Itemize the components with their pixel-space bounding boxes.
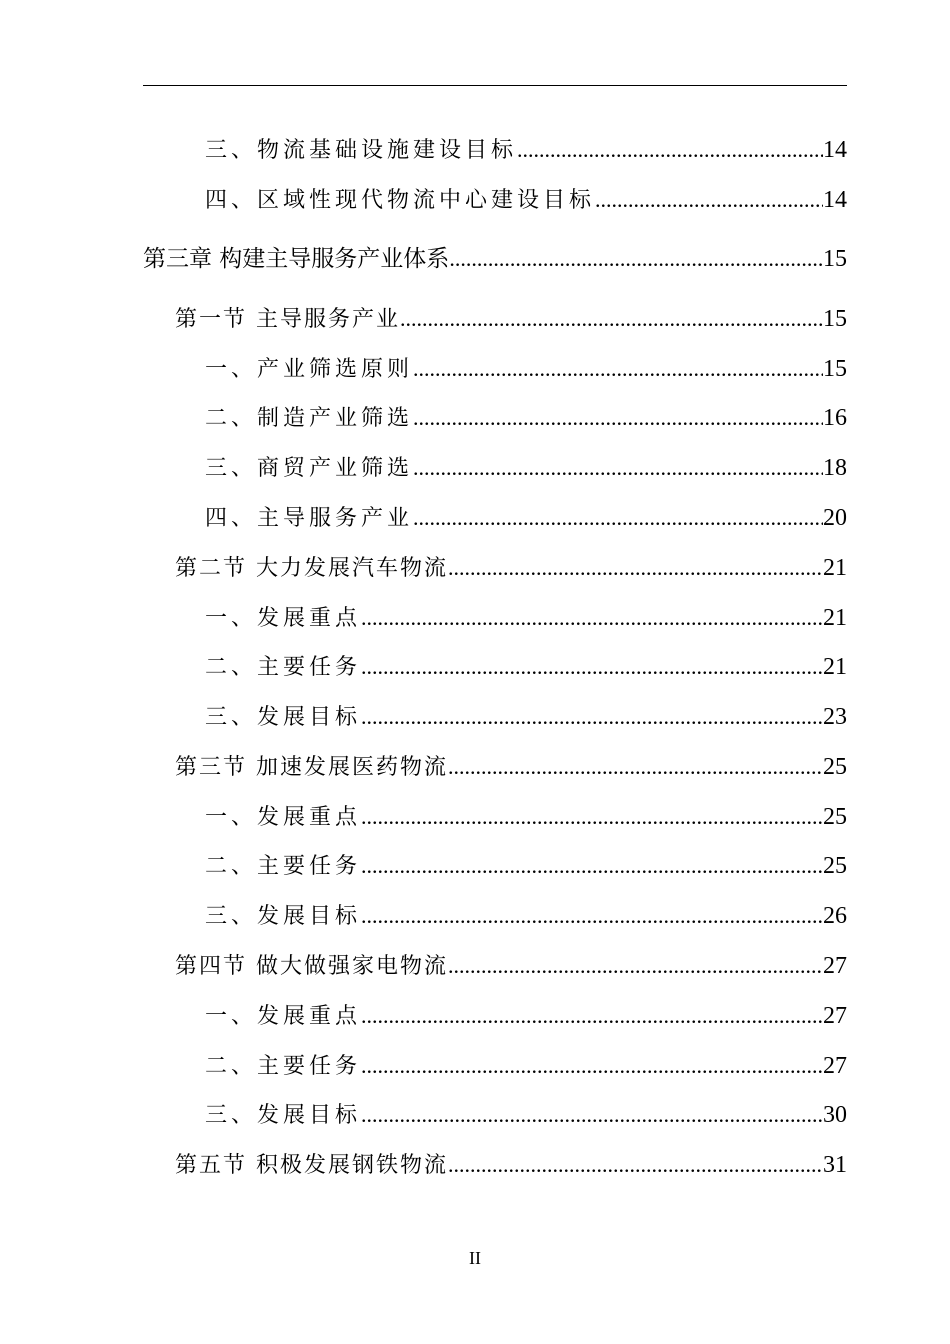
toc-entry-page: 27 <box>823 1053 847 1079</box>
toc-entry-page: 23 <box>823 704 847 730</box>
toc-entry[interactable] <box>205 702 847 733</box>
toc-entry[interactable] <box>205 135 847 166</box>
toc-entry-label: 第三节 加速发展医药物流 <box>175 755 448 780</box>
dot-leader <box>361 1100 823 1130</box>
toc-entry-label: 三、发展目标 <box>205 904 362 929</box>
toc-entry-label: 二、主要任务 <box>205 1054 362 1079</box>
toc-entry-label: 三、物流基础设施建设目标 <box>205 138 518 163</box>
dot-leader <box>361 603 823 633</box>
dot-leader <box>361 702 823 732</box>
dot-leader <box>361 802 823 832</box>
dot-leader <box>448 951 823 981</box>
toc-section-entry[interactable] <box>175 553 847 584</box>
toc-section-entry[interactable] <box>175 1150 847 1181</box>
toc-entry-label: 三、发展目标 <box>205 1103 362 1128</box>
toc-entry-page: 27 <box>823 1003 847 1029</box>
header-rule <box>143 85 847 86</box>
toc-entry-label: 一、发展重点 <box>205 1004 362 1029</box>
toc-entry-label: 三、商贸产业筛选 <box>205 456 414 481</box>
toc-entry-label: 四、主导服务产业 <box>205 506 414 531</box>
toc-entry[interactable] <box>205 1051 847 1082</box>
toc-entry-label: 二、主要任务 <box>205 854 362 879</box>
dot-leader <box>517 135 823 165</box>
toc-entry[interactable] <box>205 1100 847 1131</box>
dot-leader <box>361 851 823 881</box>
toc-entry-page: 21 <box>823 605 847 631</box>
toc-entry[interactable] <box>205 652 847 683</box>
toc-entry-label: 三、发展目标 <box>205 705 362 730</box>
toc-entry-label: 第五节 积极发展钢铁物流 <box>175 1153 448 1178</box>
toc-entry-label: 一、产业筛选原则 <box>205 357 414 382</box>
toc-entry-page: 31 <box>823 1152 847 1178</box>
dot-leader <box>361 1001 823 1031</box>
toc-entry-label: 一、发展重点 <box>205 606 362 631</box>
toc-entry-page: 20 <box>823 505 847 531</box>
toc-entry-page: 25 <box>823 804 847 830</box>
dot-leader <box>449 244 823 274</box>
toc-section-entry[interactable] <box>175 752 847 783</box>
dot-leader <box>448 1150 823 1180</box>
toc-entry[interactable] <box>205 354 847 385</box>
dot-leader <box>448 553 823 583</box>
toc-entry[interactable] <box>205 1001 847 1032</box>
toc-entry[interactable] <box>205 901 847 932</box>
dot-leader <box>413 503 823 533</box>
toc-entry-page: 14 <box>823 137 847 163</box>
dot-leader <box>361 901 823 931</box>
toc-entry-label: 第四节 做大做强家电物流 <box>175 954 448 979</box>
toc-entry-label: 二、制造产业筛选 <box>205 406 414 431</box>
toc-section-entry[interactable] <box>175 304 847 335</box>
toc-entry-page: 27 <box>823 953 847 979</box>
toc-entry-page: 15 <box>823 306 847 332</box>
toc-chapter-entry[interactable] <box>143 244 847 274</box>
toc-entry-page: 25 <box>823 853 847 879</box>
toc-entry[interactable] <box>205 503 847 534</box>
toc-entry-page: 14 <box>823 187 847 213</box>
dot-leader <box>400 304 823 334</box>
toc-entry[interactable] <box>205 802 847 833</box>
toc-section-entry[interactable] <box>175 951 847 982</box>
toc-entry-label: 二、主要任务 <box>205 655 362 680</box>
dot-leader <box>448 752 823 782</box>
toc-entry-page: 15 <box>823 246 847 272</box>
toc-entry[interactable] <box>205 453 847 484</box>
toc-entry[interactable] <box>205 603 847 634</box>
dot-leader <box>413 403 823 433</box>
toc-entry-label: 第一节 主导服务产业 <box>175 307 400 332</box>
toc-entry-label: 四、区域性现代物流中心建设目标 <box>205 188 596 213</box>
toc-entry-page: 30 <box>823 1102 847 1128</box>
toc-entry-page: 18 <box>823 455 847 481</box>
toc-entry-label: 第二节 大力发展汽车物流 <box>175 556 448 581</box>
dot-leader <box>413 453 823 483</box>
toc-entry-label: 第三章 构建主导服务产业体系 <box>143 246 450 272</box>
toc-entry-page: 25 <box>823 754 847 780</box>
page-number: II <box>469 1248 481 1268</box>
toc-entry[interactable] <box>205 185 847 216</box>
dot-leader <box>361 1051 823 1081</box>
dot-leader <box>595 185 823 215</box>
toc-entry-page: 21 <box>823 654 847 680</box>
dot-leader <box>361 652 823 682</box>
toc-entry-label: 一、发展重点 <box>205 805 362 830</box>
toc-entry[interactable] <box>205 403 847 434</box>
toc-entry-page: 15 <box>823 356 847 382</box>
toc-entry-page: 16 <box>823 405 847 431</box>
toc-entry[interactable] <box>205 851 847 882</box>
dot-leader <box>413 354 823 384</box>
toc-entry-page: 21 <box>823 555 847 581</box>
toc-entry-page: 26 <box>823 903 847 929</box>
